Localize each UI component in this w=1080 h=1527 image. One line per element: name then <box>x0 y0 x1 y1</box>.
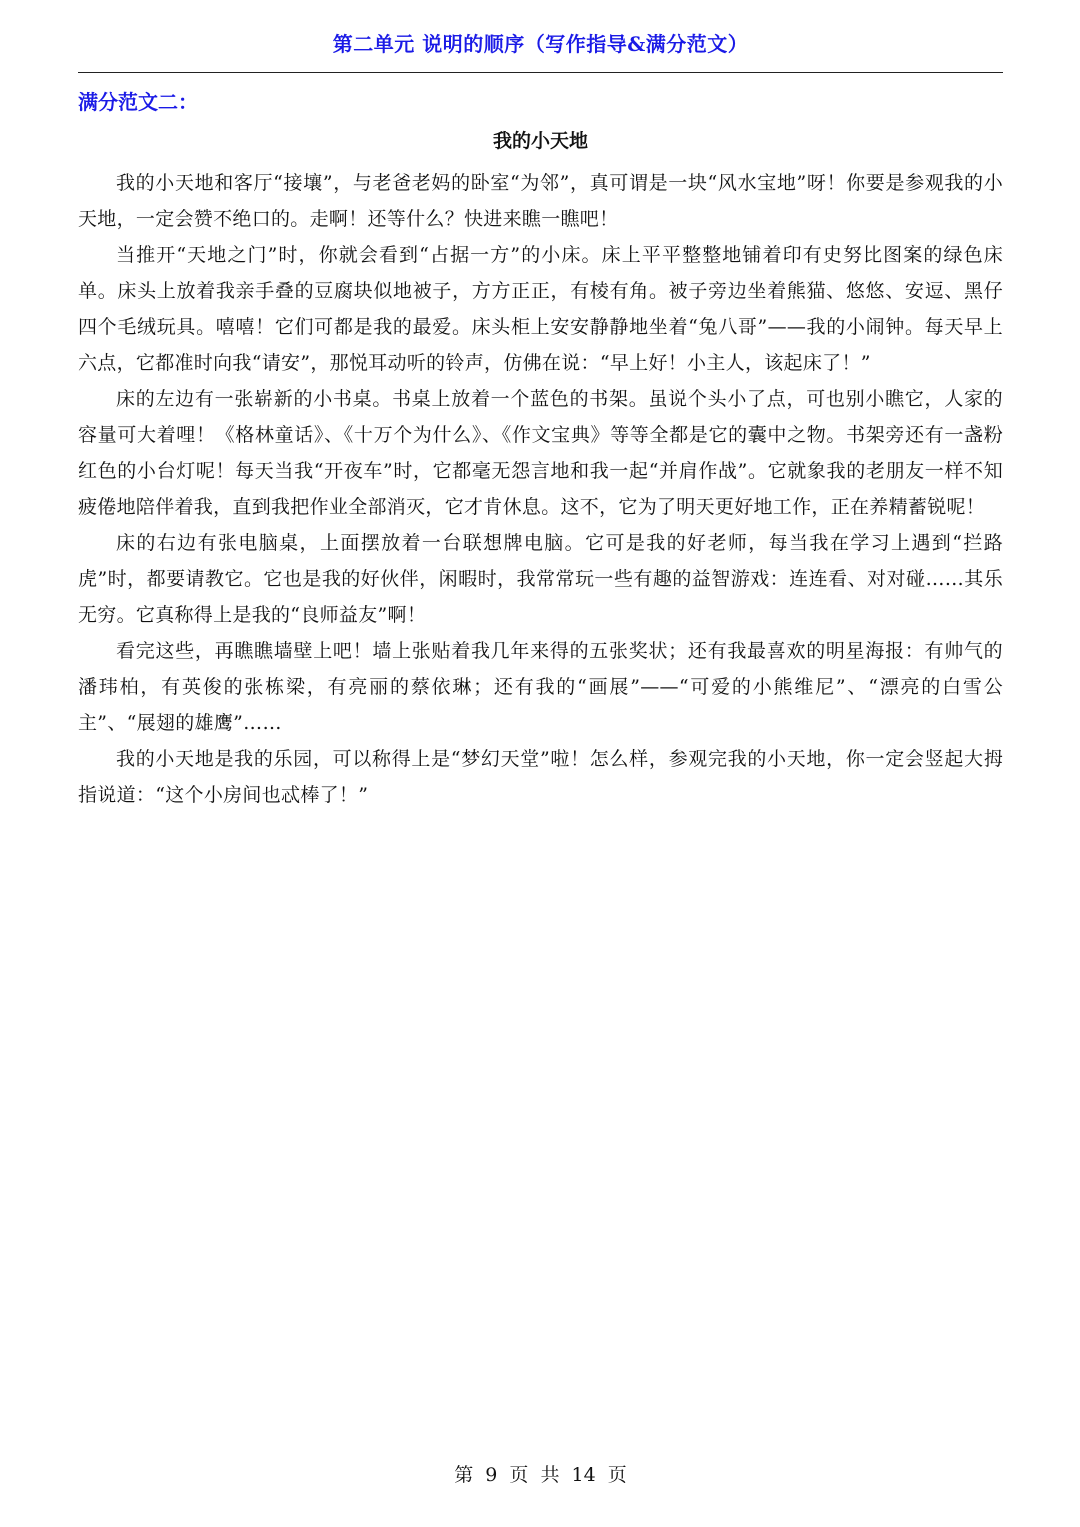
essay-paragraph-1: 我的小天地和客厅“接壤”，与老爸老妈的卧室“为邻”，真可谓是一块“风水宝地”呀！你要是参观我的小天地，一定会赞不绝口的。走啊！还等什么？快进来瞧一瞧吧！ <box>78 172 1003 230</box>
essay-paragraph-6: 我的小天地是我的乐园，可以称得上是“梦幻天堂”啦！怎么样，参观完我的小天地，你一定会竖起大拇指说道：“这个小房间也忒棒了！” <box>78 748 1003 806</box>
page-header-title: 第二单元 说明的顺序（写作指导&满分范文） <box>332 32 749 56</box>
page-number-footer: 第 9 页 共 14 页 <box>454 1464 627 1486</box>
essay-paragraph-4: 床的右边有张电脑桌，上面摆放着一台联想牌电脑。它可是我的好老师，每当我在学习上遇到“拦路虎”时，都要请教它。它也是我的好伙伴，闲暇时，我常常玩一些有趣的益智游戏：连连看、对对碰……其乐无穷。它真称得上是我的“良师益友”啊！ <box>78 532 1003 626</box>
essay-body <box>78 165 1003 813</box>
essay-paragraph-2: 当推开“天地之门”时，你就会看到“占据一方”的小床。床上平平整整地铺着印有史努比图案的绿色床单。床头上放着我亲手叠的豆腐块似地被子，方方正正，有棱有角。被子旁边坐着熊猫、悠悠、安逗、黑仔四个毛绒玩具。嘻嘻！它们可都是我的最爱。床头柜上安安静静地坐着“兔八哥”——我的小闹钟。每天早上六点，它都准时向我“请安”，那悦耳动听的铃声，仿佛在说：“早上好！小主人，该起床了！” <box>78 244 1003 374</box>
section-label: 满分范文二： <box>78 90 198 114</box>
essay-paragraph-3: 床的左边有一张崭新的小书桌。书桌上放着一个蓝色的书架。虽说个头小了点，可也别小瞧它，人家的容量可大着哩！《格林童话》、《十万个为什么》、《作文宝典》等等全都是它的囊中之物。书架旁还有一盏粉红色的小台灯呢！每天当我“开夜车”时，它都毫无怨言地和我一起“并肩作战”。它就象我的老朋友一样不知疲倦地陪伴着我，直到我把作业全部消灭，它才肯休息。这不，它为了明天更好地工作，正在养精蓄锐呢！ <box>78 388 1003 518</box>
essay-title: 我的小天地 <box>492 130 588 152</box>
header-divider <box>78 72 1003 73</box>
essay-paragraph-5: 看完这些，再瞧瞧墙壁上吧！墙上张贴着我几年来得的五张奖状；还有我最喜欢的明星海报：有帅气的潘玮柏，有英俊的张栋梁，有亮丽的蔡依琳；还有我的“画展”——“可爱的小熊维尼”、“漂亮的白雪公主”、“展翅的雄鹰”…… <box>78 640 1003 734</box>
